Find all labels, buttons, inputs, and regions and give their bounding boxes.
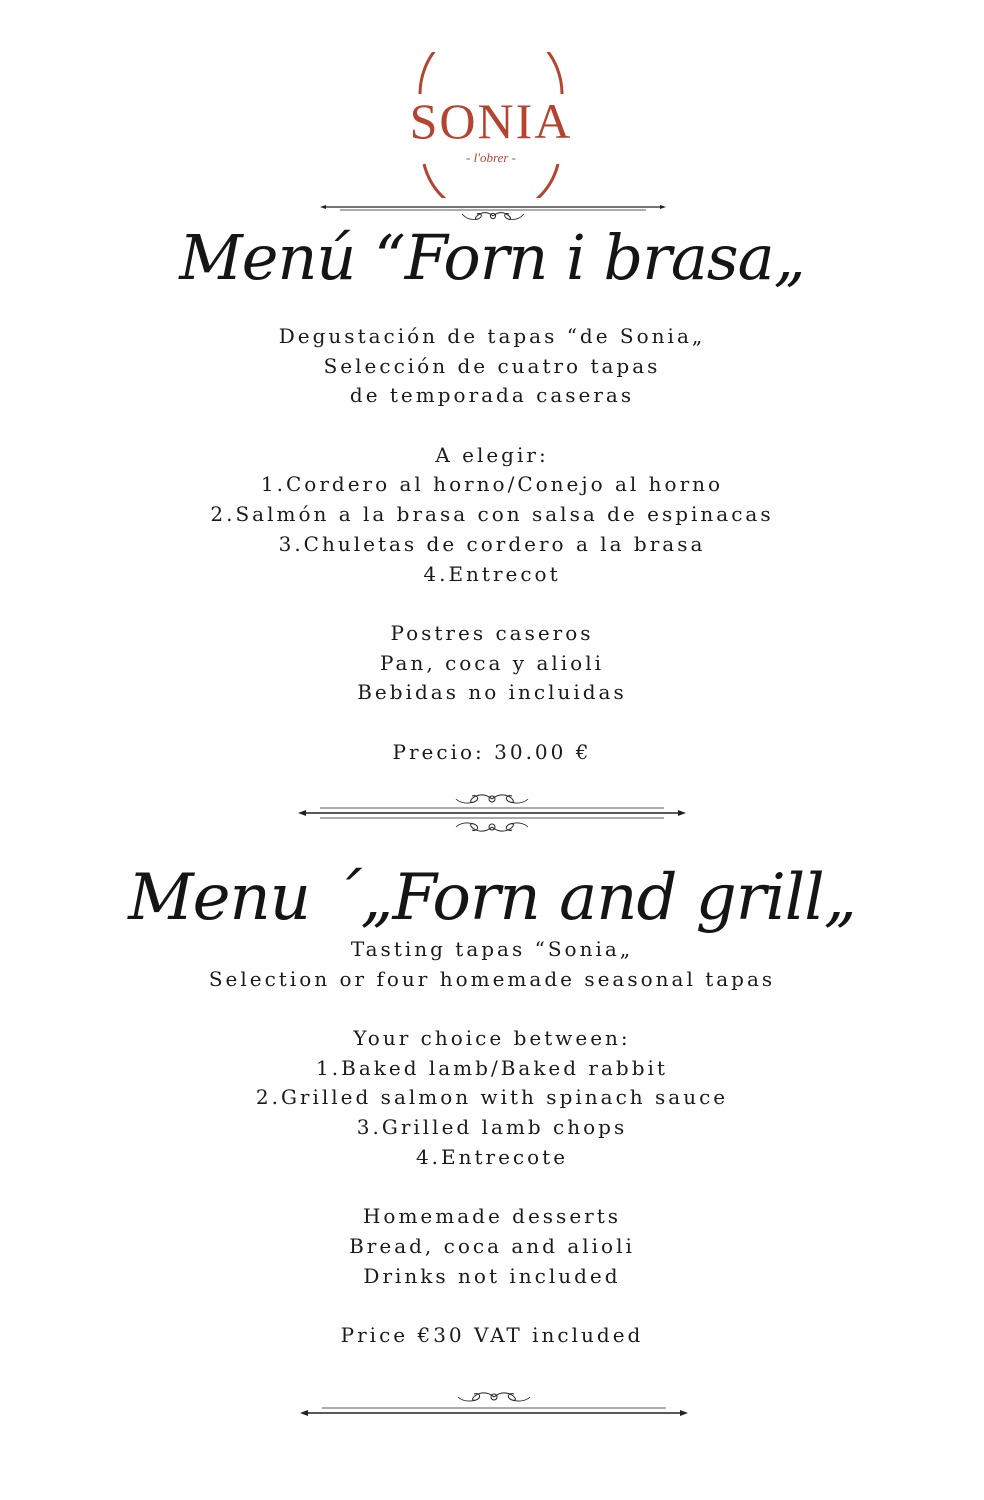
menu-en-line: Tasting tapas “Sonia„ bbox=[350, 937, 634, 961]
menu-es-line: Precio: 30.00 € bbox=[392, 739, 592, 764]
sonia-logo bbox=[398, 52, 584, 198]
menu-en-line: 1.Baked lamb/Baked rabbit bbox=[316, 1055, 668, 1080]
menu-en-line: Selection or four homemade seasonal tapas bbox=[208, 966, 776, 991]
menu-en-line bbox=[0, 1291, 984, 1321]
menu-es-line bbox=[0, 589, 984, 619]
logo-subtitle: - l'obrer - bbox=[466, 150, 516, 165]
menu-en-line: 4.Entrecote bbox=[415, 1144, 569, 1169]
menu-en-line: 3.Grilled lamb chops bbox=[356, 1115, 628, 1140]
menu-es-line: 4.Entrecot bbox=[423, 561, 561, 586]
logo-brand: SONIA bbox=[409, 93, 573, 149]
menu-en-line bbox=[0, 994, 984, 1024]
flourish-divider-bottom-icon bbox=[298, 1386, 690, 1422]
menu-en-line: Homemade desserts bbox=[362, 1204, 622, 1229]
menu-es-line: 3.Chuletas de cordero a la brasa bbox=[278, 531, 706, 556]
menu-en-body bbox=[0, 935, 984, 1351]
menu-es-line: Bebidas no incluidas bbox=[357, 680, 627, 705]
flourish-divider-middle-icon bbox=[296, 787, 688, 841]
menu-es-line: Selección de cuatro tapas bbox=[323, 353, 661, 378]
menu-en-line bbox=[0, 1173, 984, 1203]
menu-es-line: de temporada caseras bbox=[349, 383, 635, 408]
menu-es-line: 1.Cordero al horno/Conejo al horno bbox=[260, 472, 724, 497]
menu-en-title: Menu ´„Forn and grill„ bbox=[128, 861, 856, 935]
menu-es-line bbox=[0, 411, 984, 441]
menu-es-line: Degustación de tapas “de Sonia„ bbox=[278, 324, 706, 348]
menu-es-line: 2.Salmón a la brasa con salsa de espinacas bbox=[210, 502, 774, 527]
menu-es-line: A elegir: bbox=[435, 442, 549, 467]
menu-es-line bbox=[0, 708, 984, 738]
menu-en-line: Your choice between: bbox=[353, 1026, 631, 1051]
menu-en-line: Price €30 VAT included bbox=[340, 1322, 644, 1347]
menu-en-line: Drinks not included bbox=[363, 1263, 621, 1288]
menu-es-line: Pan, coca y alioli bbox=[379, 650, 604, 675]
menu-es-body bbox=[0, 322, 984, 767]
menu-es-line: Postres caseros bbox=[390, 620, 594, 645]
menu-es-title: Menú “Forn i brasa„ bbox=[179, 221, 805, 294]
menu-en-line: Bread, coca and alioli bbox=[349, 1233, 635, 1258]
menu-en-line: 2.Grilled salmon with spinach sauce bbox=[255, 1085, 729, 1110]
